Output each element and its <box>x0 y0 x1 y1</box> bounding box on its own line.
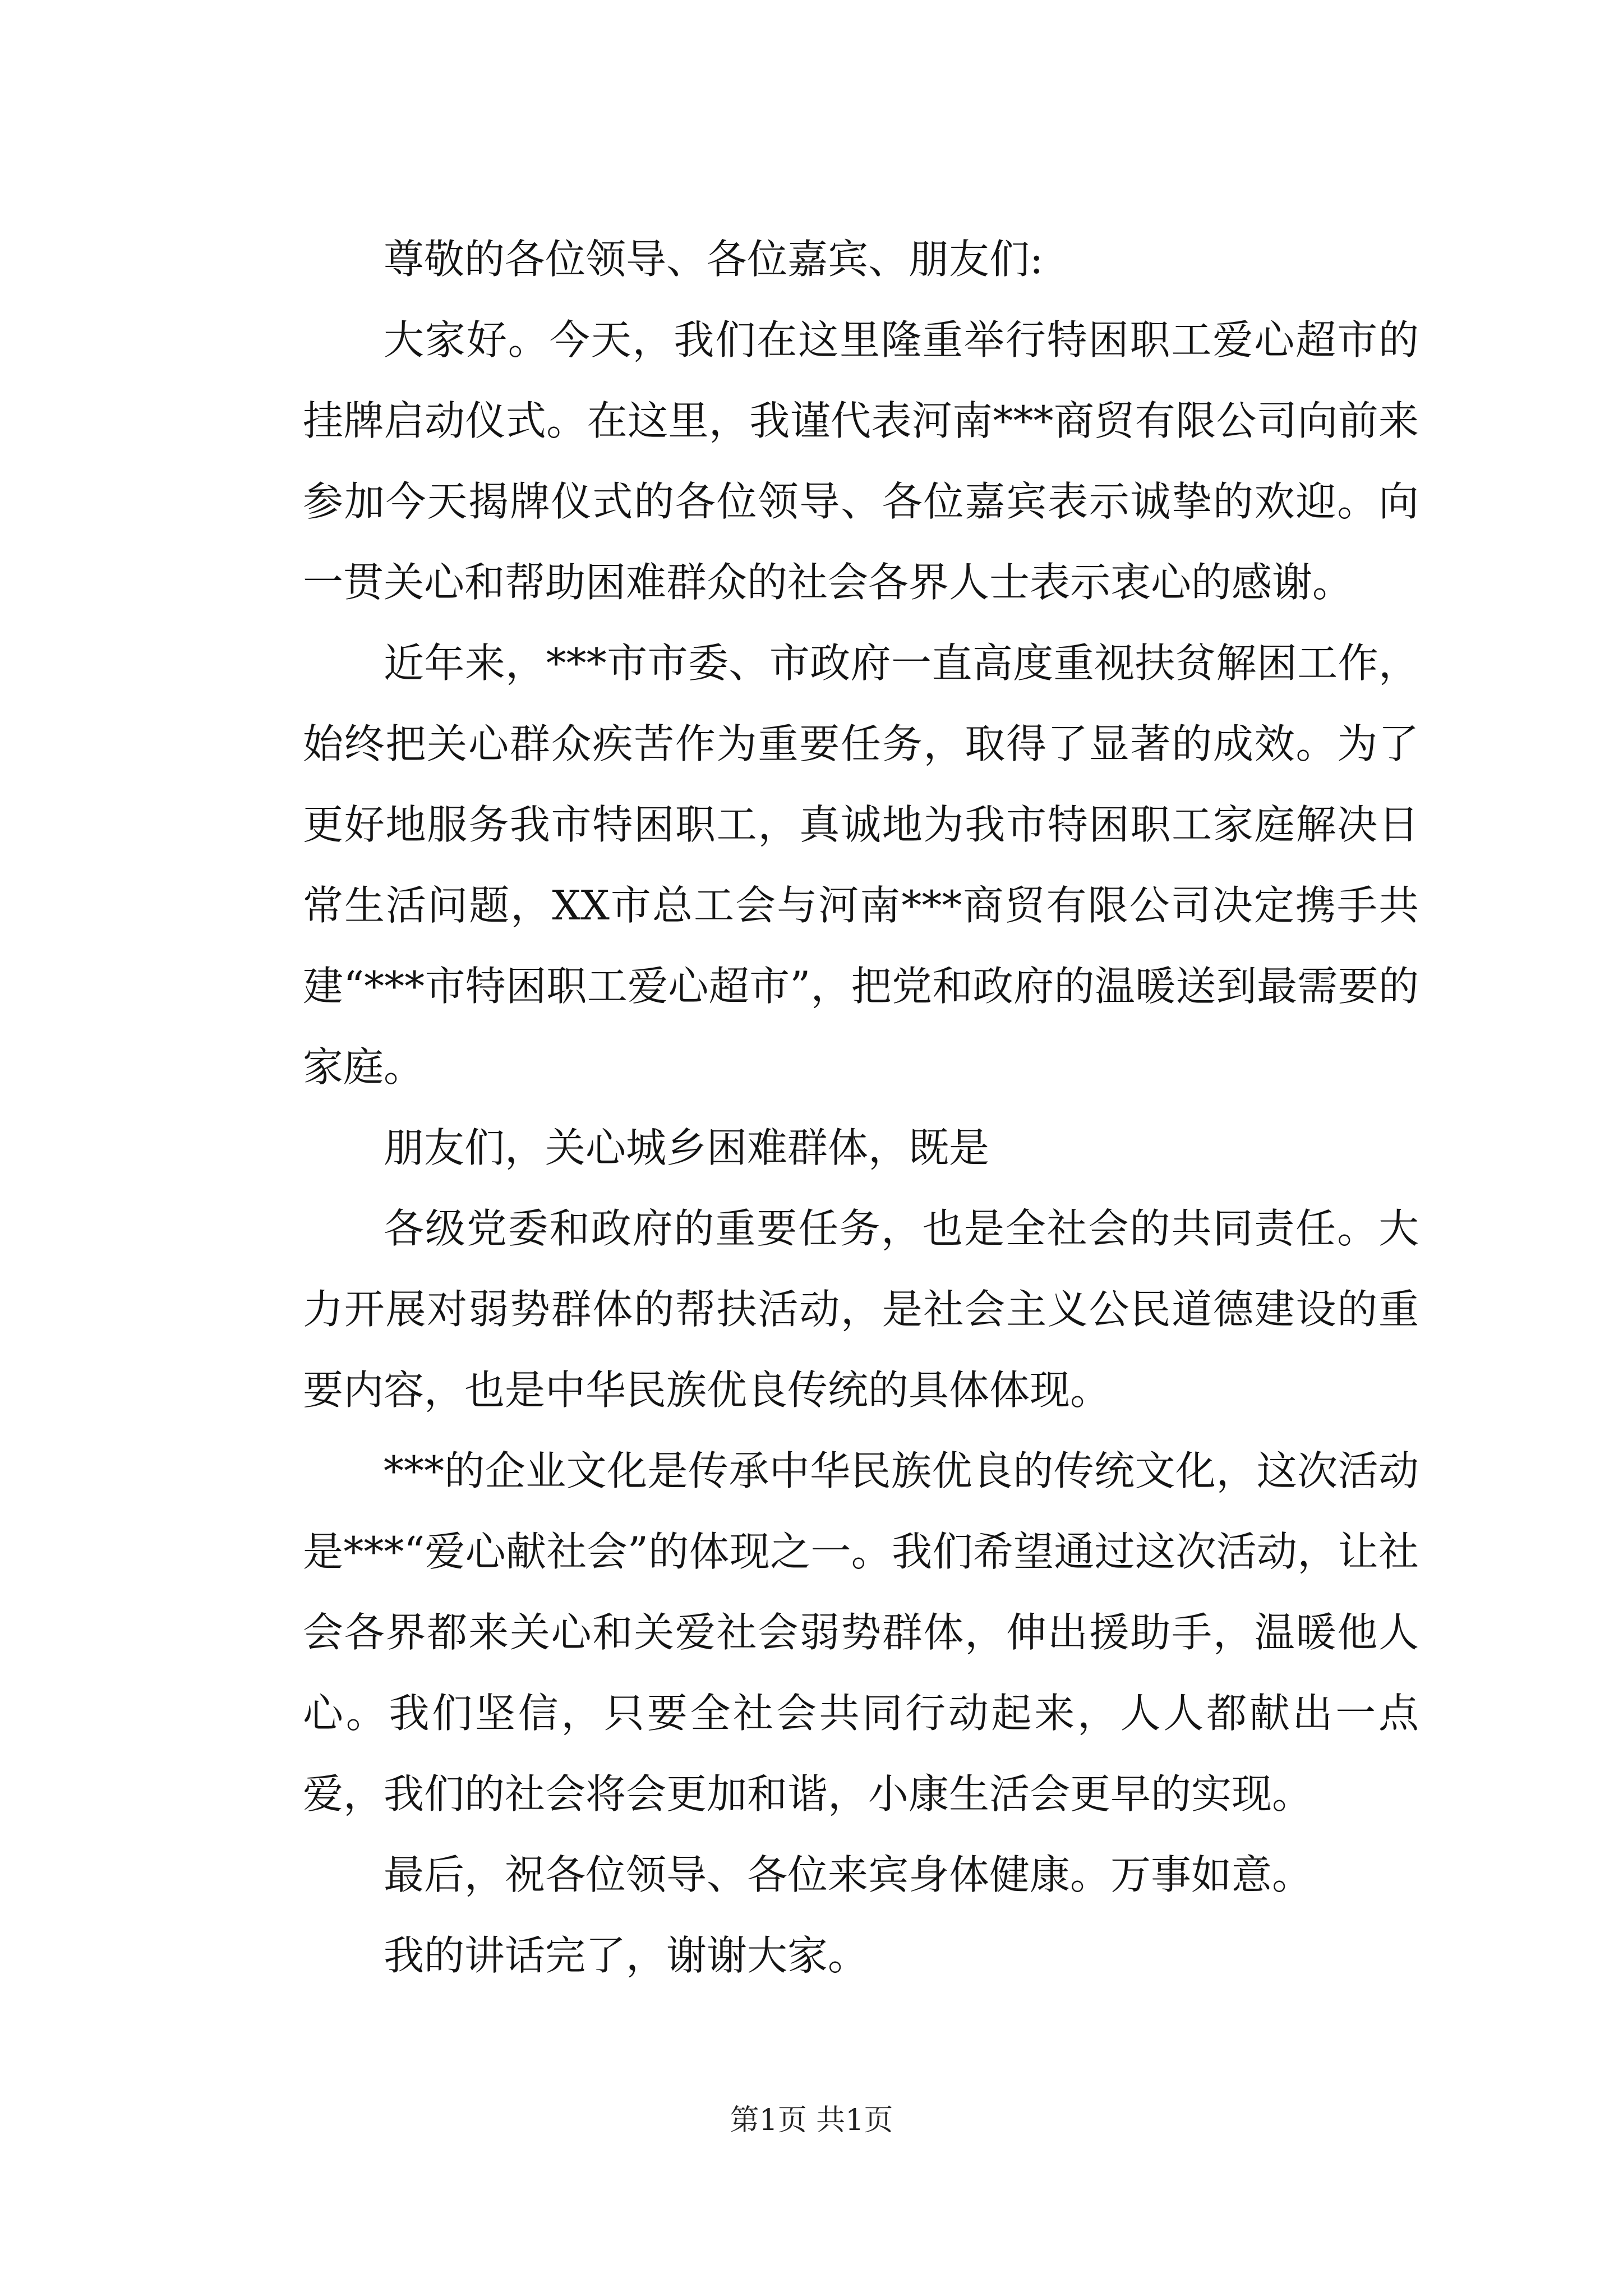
paragraph-responsibility: 各级党委和政府的重要任务，也是全社会的共同责任。大力开展对弱势群体的帮扶活动，是社会主义公民道德建设的重要内容，也是中华民族优良传统的具体体现。 <box>303 1205 1419 1414</box>
paragraph-closing: 我的讲话完了，谢谢大家。 <box>384 1932 869 1979</box>
paragraph-wishes: 最后，祝各位领导、各位来宾身体健康。万事如意。 <box>384 1851 1313 1898</box>
paragraph-opening: 大家好。今天，我们在这里隆重举行特困职工爱心超市的挂牌启动仪式。在这里，我谨代表河南***商贸有限公司向前来参加今天揭牌仪式的各位领导、各位嘉宾表示诚挚的欢迎。向一贯关心和帮助困难群众的社会各界人士表示衷心的感谢。 <box>303 316 1419 606</box>
page-footer: 第1页 共1页 <box>730 2104 893 2137</box>
document-body <box>303 219 1419 1996</box>
salutation: 尊敬的各位领导、各位嘉宾、朋友们: <box>384 236 1044 283</box>
paragraph-friends: 朋友们，关心城乡困难群体，既是 <box>384 1124 990 1171</box>
paragraph-background: 近年来，***市市委、市政府一直高度重视扶贫解困工作，始终把关心群众疾苦作为重要任务，取得了显著的成效。为了更好地服务我市特困职工，真诚地为我市特困职工家庭解决日常生活问题，XX市总工会与河南***商贸有限公司决定携手共建“***市特困职工爱心超市”，把党和政府的温暖送到最需要的家庭。 <box>303 639 1419 1091</box>
paragraph-culture: ***的企业文化是传承中华民族优良的传统文化，这次活动是***“爱心献社会”的体现之一。我们希望通过这次活动，让社会各界都来关心和关爱社会弱势群体，伸出援助手，温暖他人心。我们坚信，只要全社会共同行动起来，人人都献出一点爱，我们的社会将会更加和谐，小康生活会更早的实现。 <box>303 1447 1419 1818</box>
